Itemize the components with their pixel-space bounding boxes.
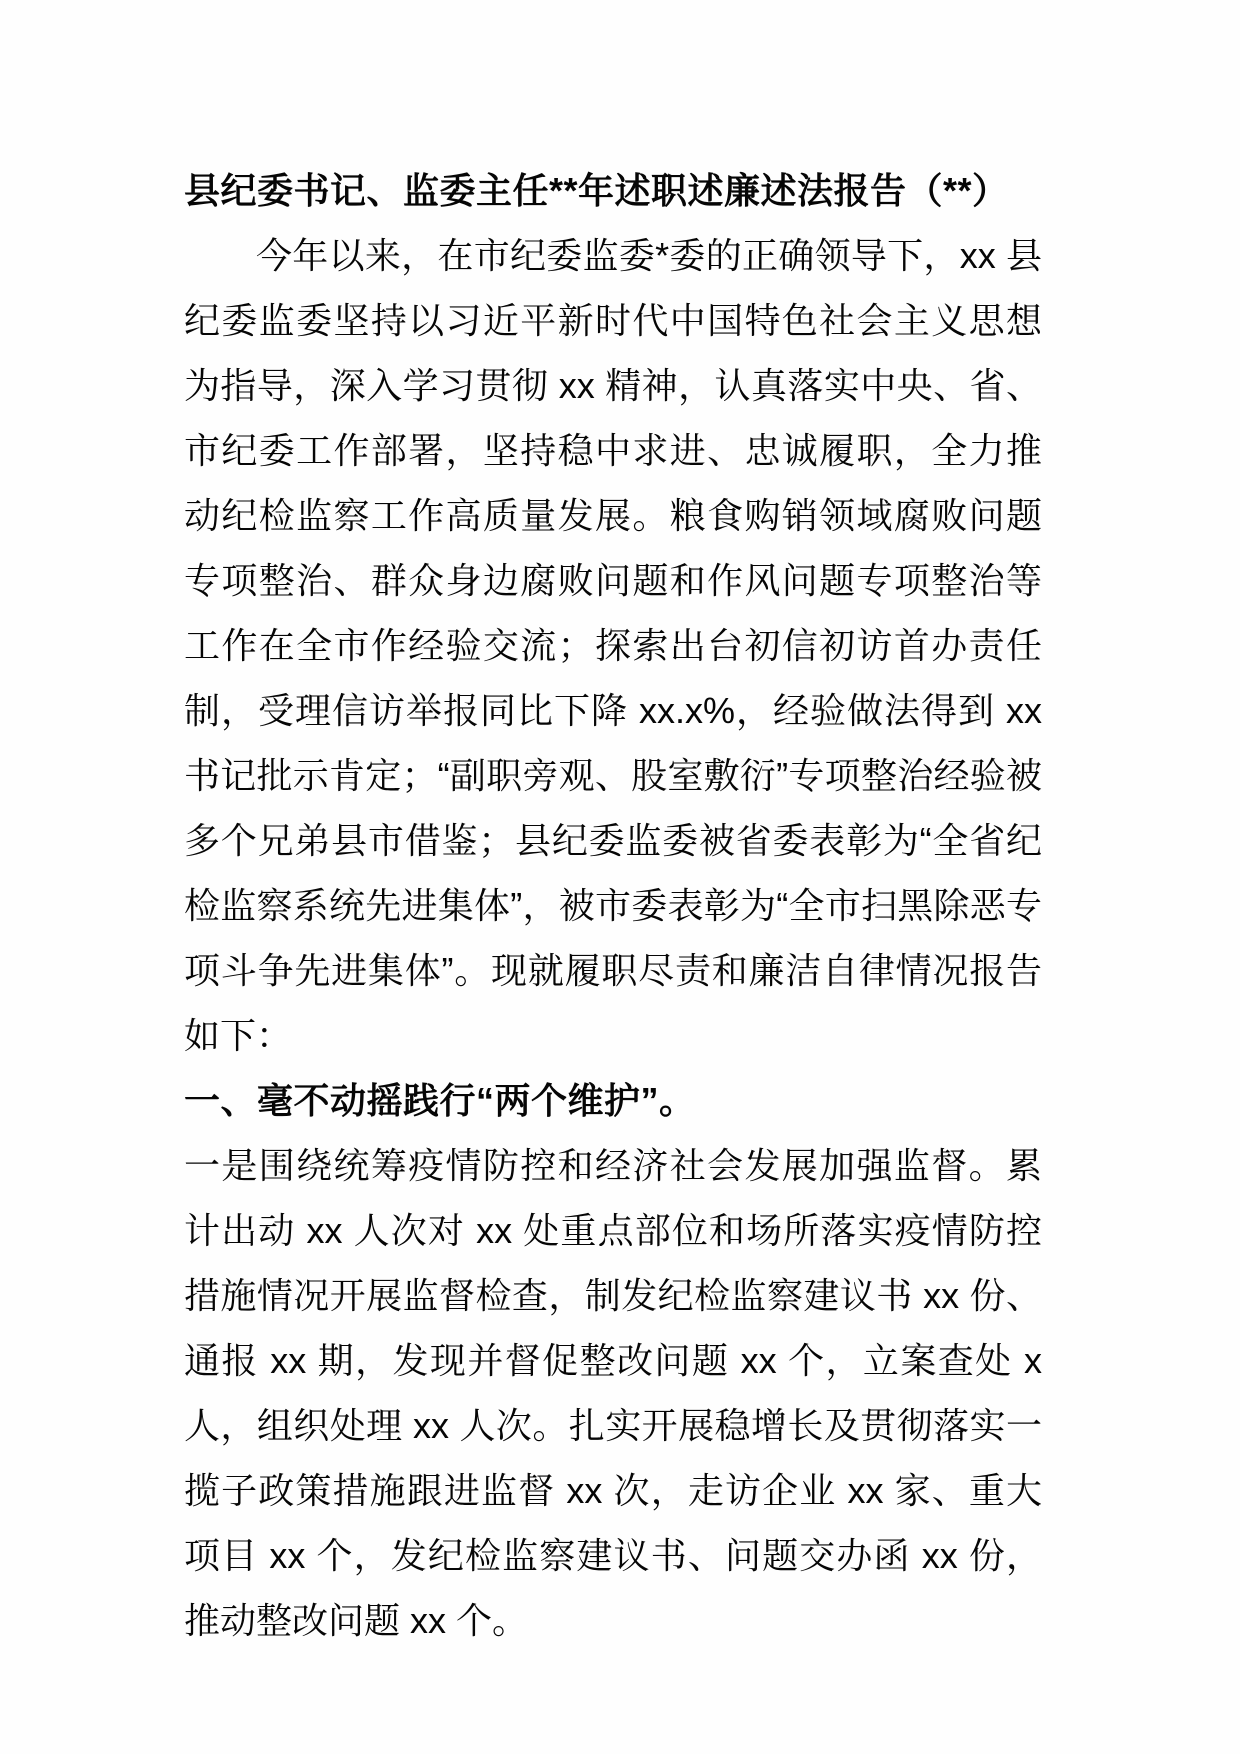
document-title: 县纪委书记、监委主任**年述职述廉述法报告（**） (184, 170, 1009, 211)
paragraph-intro: 今年以来，在市纪委监委*委的正确领导下，xx 县纪委监委坚持以习近平新时代中国特色社会主义思想为指导，深入学习贯彻 xx 精神，认真落实中央、省、市纪委工作部署，坚持稳中求进、忠诚履职，全力推动纪检监察工作高质量发展。粮食购销领域腐败问题专项整治、群众身边腐败问题和作风问题专项整治等工作在全市作经验交流；探索出台初信初访首办责任制，受理信访举报同比下降 xx.x%，经验做法得到 xx 书记批示肯定；“副职旁观、股室敷衍”专项整治经验被多个兄弟县市借鉴；县纪委监委被省委表彰为“全省纪检监察系统先进集体”，被市委表彰为“全市扫黑除恶专项斗争先进集体”。现就履职尽责和廉洁自律情况报告如下： (184, 235, 1042, 1056)
section-heading-1: 一、毫不动摇践行“两个维护”。 (184, 1080, 696, 1121)
paragraph-section-1: 一是围绕统筹疫情防控和经济社会发展加强监督。累计出动 xx 人次对 xx 处重点部位和场所落实疫情防控措施情况开展监督检查，制发纪检监察建议书 xx 份、通报 xx 期，发现并督促整改问题 xx 个，立案查处 x 人，组织处理 xx 人次。扎实开展稳增长及贯彻落实一揽子政策措施跟进监督 xx 次，走访企业 xx 家、重大项目 xx 个，发纪检监察建议书、问题交办函 xx 份，推动整改问题 xx 个。 (184, 1145, 1042, 1641)
